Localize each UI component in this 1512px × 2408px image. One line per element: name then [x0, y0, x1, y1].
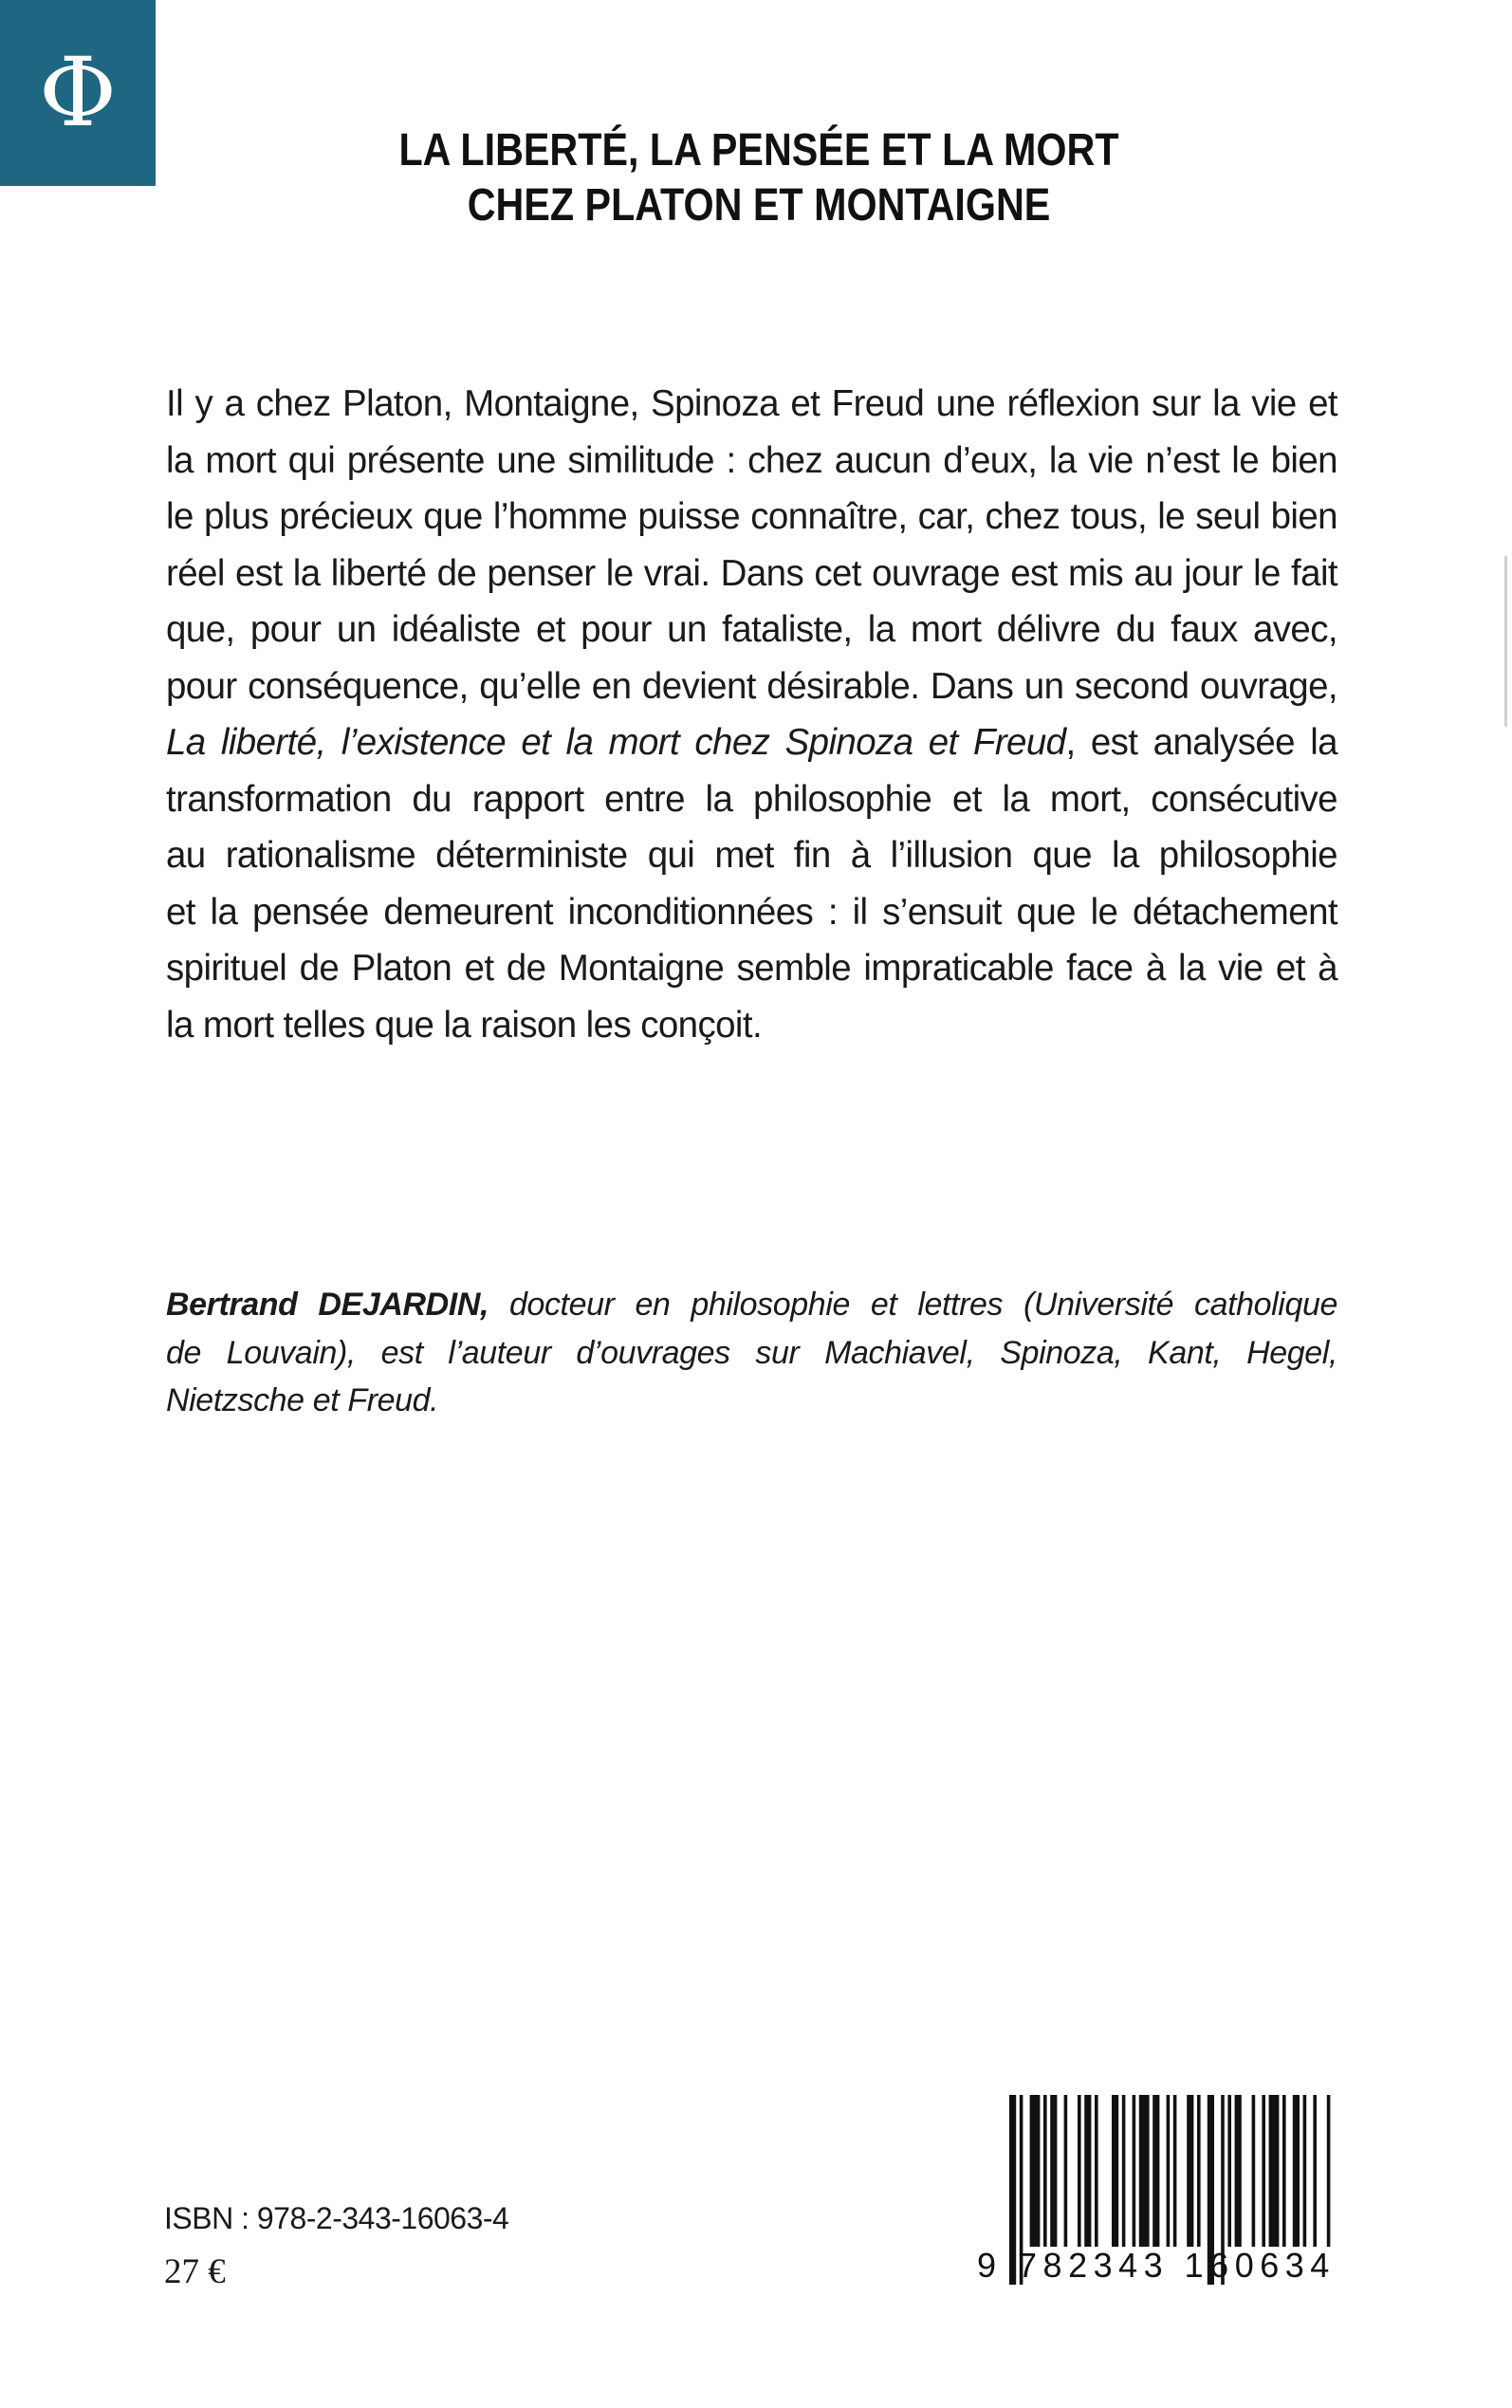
- description-line: Il y a chez Platon, Montaigne, Spinoza et Freud une réflexion sur la vie et: [166, 383, 1337, 424]
- barcode-bar: [1173, 2095, 1177, 2247]
- edge-mark: [1504, 556, 1507, 727]
- description-line: [166, 714, 1337, 771]
- barcode-bar: [1064, 2095, 1068, 2247]
- author-bio-line: Nietzsche et Freud.: [166, 1382, 439, 1418]
- description-line: pour conséquence, qu’elle en devient désirable. Dans un second ouvrage,: [166, 665, 1337, 707]
- barcode-bar: [1282, 2095, 1286, 2247]
- price-text: 27 €: [164, 2252, 226, 2291]
- author-bio-fragment: docteur en philosophie et lettres (Université catholique: [489, 1287, 1337, 1323]
- barcode-bar: [1112, 2095, 1118, 2247]
- barcode-bar: [1152, 2095, 1159, 2247]
- book-description: [166, 376, 1337, 1053]
- barcode-bar: [1313, 2095, 1317, 2247]
- title-line-2: CHEZ PLATON ET MONTAIGNE: [467, 180, 1051, 231]
- description-line: le plus précieux que l’homme puisse connaître, car, chez tous, le seul bien: [166, 496, 1337, 537]
- author-bio-line: de Louvain), est l’auteur d’ouvrages sur Machiavel, Spinoza, Kant, Hegel,: [166, 1334, 1337, 1371]
- barcode-bar: [1078, 2095, 1081, 2247]
- barcode-bar: [1050, 2095, 1057, 2247]
- barcode-bar: [1139, 2095, 1150, 2247]
- description-line: spirituel de Platon et de Montaigne semble impraticable face à la vie et à: [166, 948, 1337, 989]
- title-line-1: LA LIBERTÉ, LA PENSÉE ET LA MORT: [398, 125, 1119, 176]
- isbn-text: ISBN : 978-2-343-16063-4: [164, 2201, 509, 2235]
- barcode-bar: [1327, 2095, 1331, 2247]
- barcode-bar: [1095, 2095, 1098, 2247]
- barcode-bar: [1084, 2095, 1091, 2247]
- barcode-bar: [1262, 2095, 1265, 2247]
- barcode-bar: [1133, 2095, 1136, 2247]
- barcode-bar: [1167, 2095, 1171, 2247]
- related-book-title: La liberté, l’existence et la mort chez Spinoza et Freud: [166, 722, 1066, 763]
- description-line: transformation du rapport entre la philosophie et la mort, consécutive: [166, 778, 1337, 820]
- barcode-bar: [1030, 2095, 1041, 2247]
- description-line: que, pour un idéaliste et pour un fataliste, la mort délivre du faux avec,: [166, 609, 1337, 650]
- author-name: Bertrand DEJARDIN,: [166, 1287, 489, 1323]
- book-title: [351, 123, 1167, 233]
- barcode-bar: [1269, 2095, 1280, 2247]
- description-fragment: , est analysée la: [1065, 722, 1337, 763]
- barcode-bar: [1235, 2095, 1242, 2247]
- barcode-bar: [1252, 2095, 1256, 2247]
- author-bio-line: [166, 1281, 1337, 1329]
- description-line: et la pensée demeurent inconditionnées : il s’ensuit que le détachement: [166, 891, 1337, 933]
- description-line: au rationalisme déterministe qui met fin à l’illusion que la philosophie: [166, 835, 1337, 876]
- barcode-bar: [1187, 2095, 1193, 2247]
- barcode-bar: [1293, 2095, 1300, 2247]
- barcode-bar: [1197, 2095, 1201, 2247]
- barcode-bar: [1122, 2095, 1126, 2247]
- description-line: réel est la liberté de penser le vrai. Dans cet ouvrage est mis au jour le fait: [166, 552, 1337, 594]
- phi-logo-icon: Φ: [39, 37, 117, 148]
- barcode-number: 9 782343 160634: [977, 2246, 1336, 2285]
- barcode-bar: [1227, 2095, 1231, 2247]
- barcode-bar: [1043, 2095, 1047, 2247]
- description-line: la mort qui présente une similitude : chez aucun d’eux, la vie n’est le bien: [166, 439, 1337, 481]
- author-bio: [166, 1281, 1337, 1425]
- publisher-logo: [0, 0, 156, 186]
- barcode-bar: [1303, 2095, 1307, 2247]
- description-line: la mort telles que la raison les conçoit.: [166, 1004, 763, 1046]
